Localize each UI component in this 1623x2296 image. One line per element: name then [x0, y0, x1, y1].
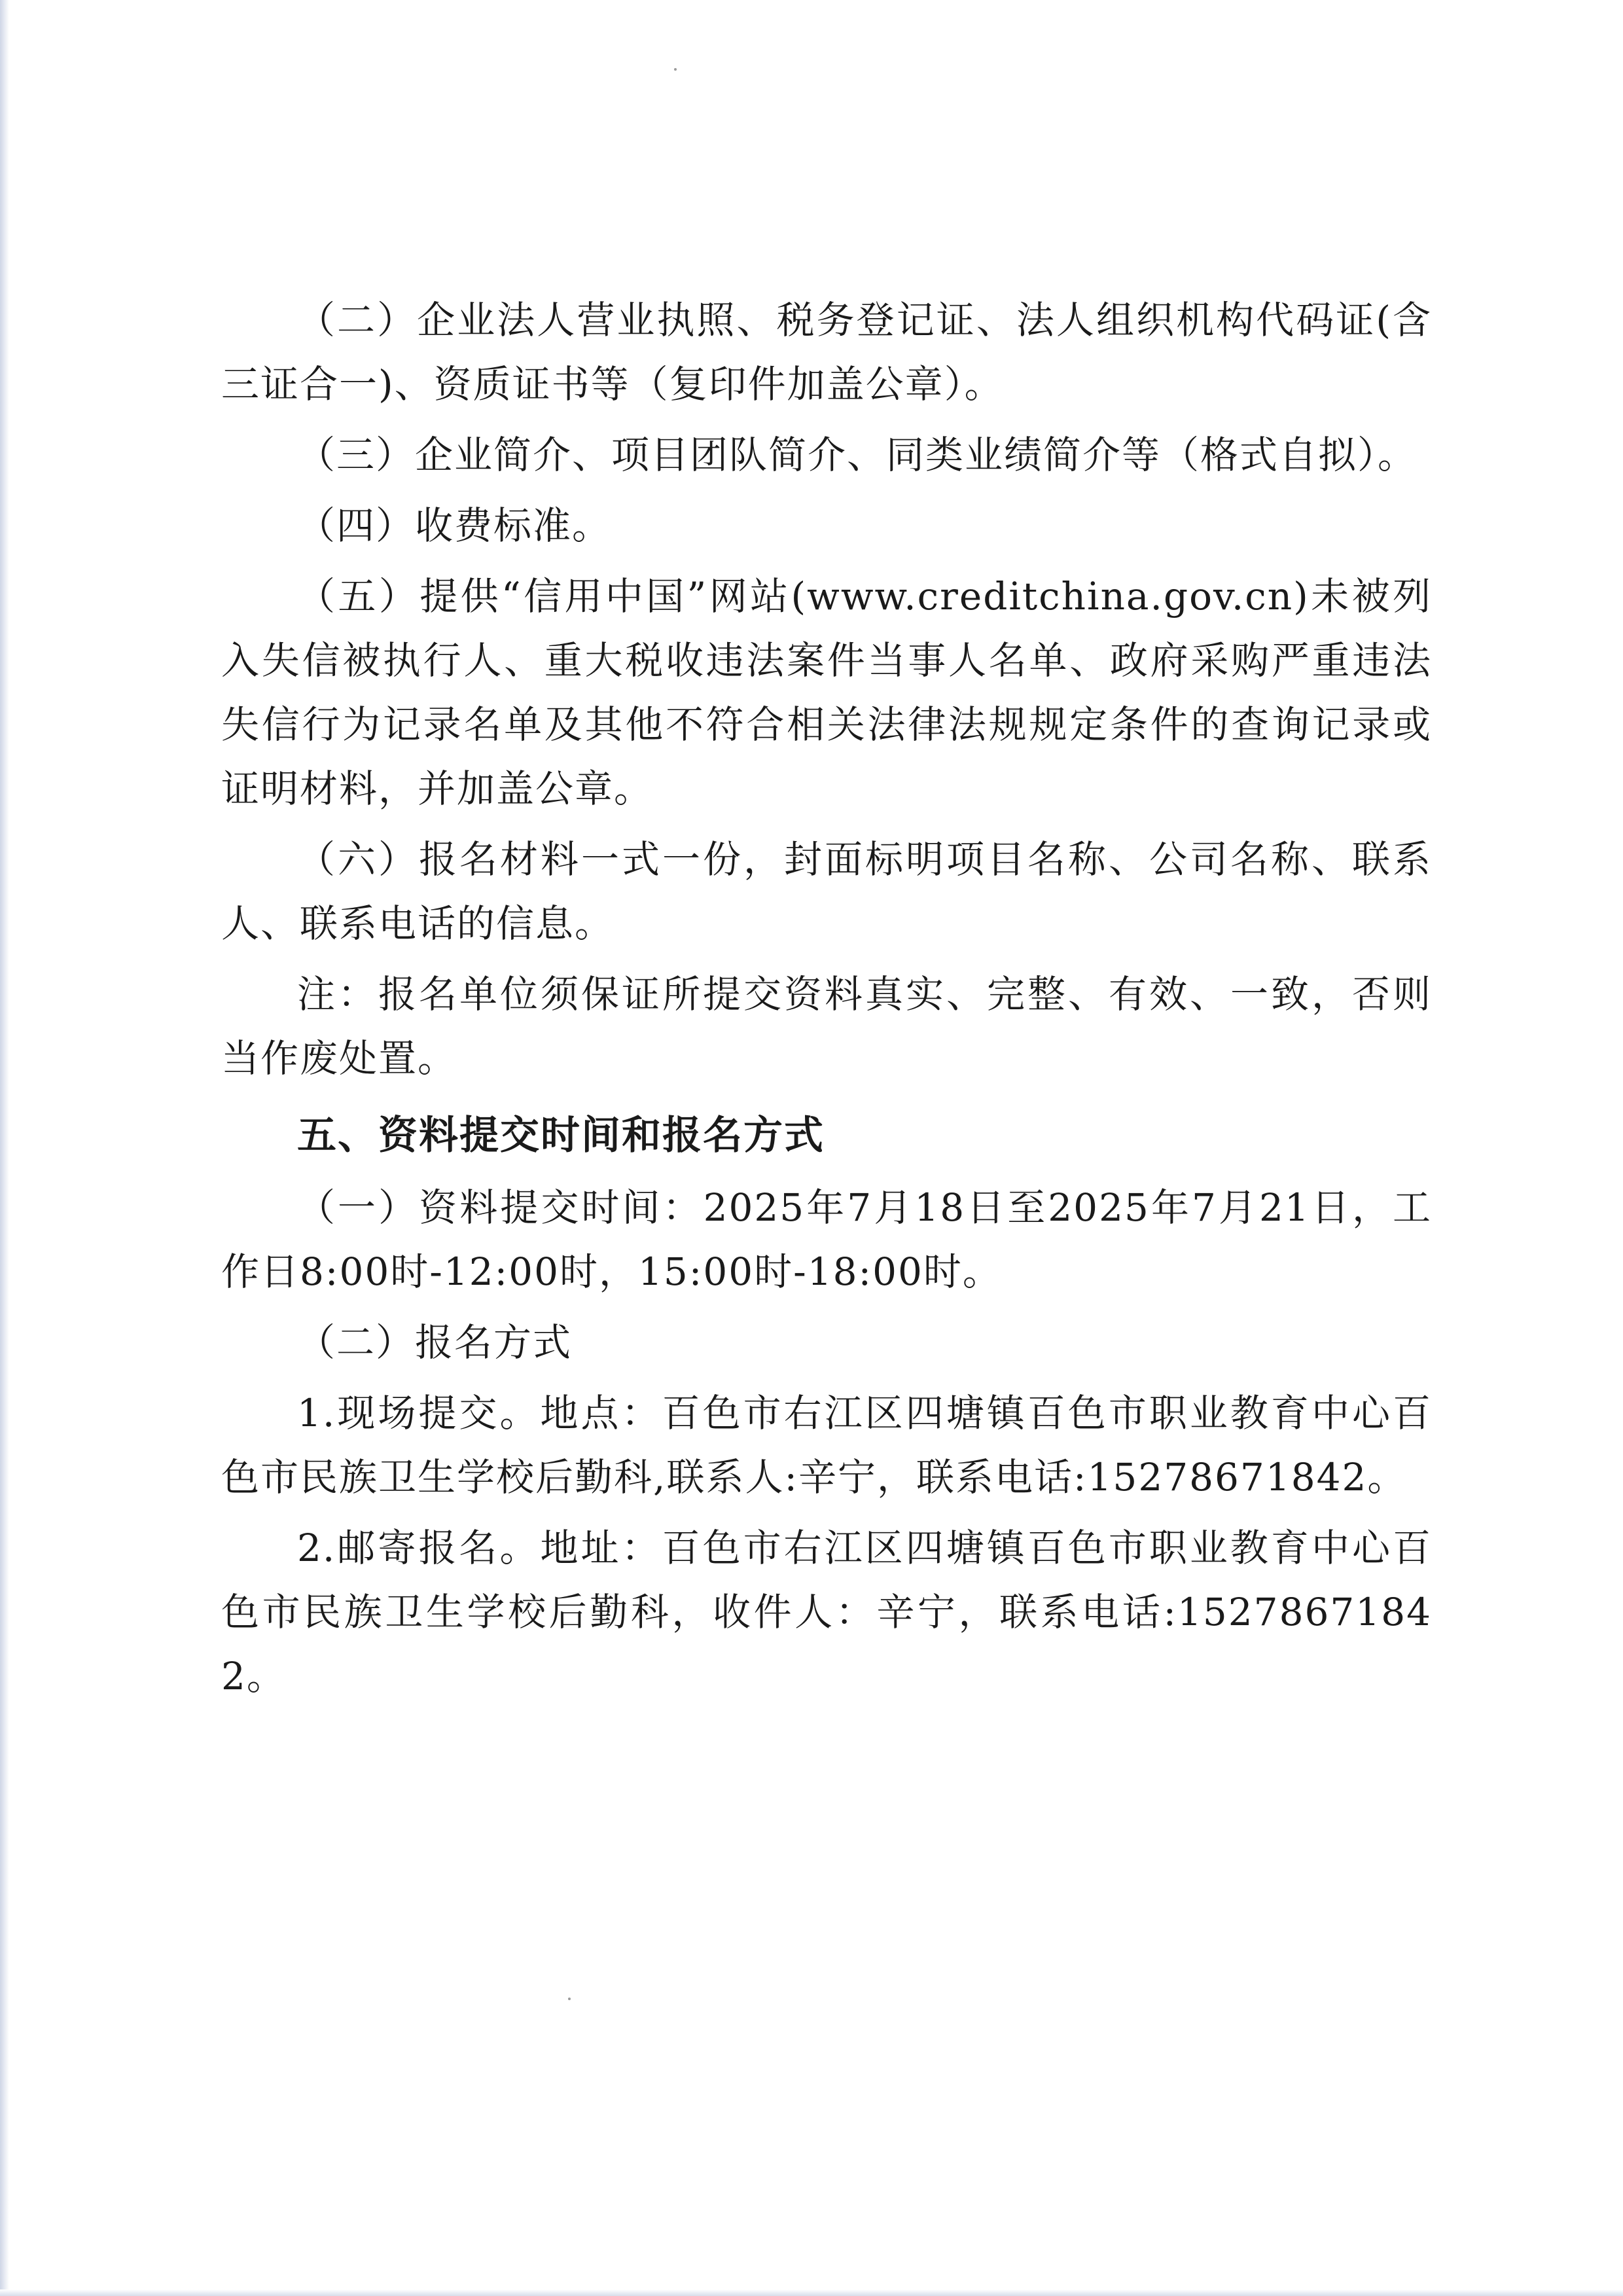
paragraph-fee-standard: （四）收费标准。 — [297, 503, 612, 548]
scan-shadow-left — [0, 0, 9, 2296]
paragraph-note: 注：报名单位须保证所提交资料真实、完整、有效、一致，否则当作废处置。 — [221, 972, 1432, 1081]
paragraph-onsite-submission: 1.现场提交。地点：百色市右江区四塘镇百色市职业教育中心百色市民族卫生学校后勤科,联系人:辛宁，联系电话:15278671842。 — [221, 1391, 1432, 1499]
paragraph-mail-registration: 2.邮寄报名。地址：百色市右江区四塘镇百色市职业教育中心百色市民族卫生学校后勤科，收件人：辛宁，联系电话:15278671842。 — [221, 1526, 1432, 1698]
scan-speck — [674, 68, 677, 71]
paragraph-business-license: （二）企业法人营业执照、税务登记证、法人组织机构代码证(含三证合一)、资质证书等（复印件加盖公章）。 — [221, 298, 1432, 406]
scan-speck — [568, 1998, 571, 2000]
paragraph-registration-method: （二）报名方式 — [297, 1320, 573, 1365]
paragraph-submission-time: （一）资料提交时间：2025年7月18日至2025年7月21日，工作日8:00时-12:00时，15:00时-18:00时。 — [221, 1185, 1432, 1294]
document-body — [221, 288, 1432, 1715]
paragraph-application-materials: （六）报名材料一式一份，封面标明项目名称、公司名称、联系人、联系电话的信息。 — [221, 837, 1432, 946]
paragraph-credit-record: （五）提供“信用中国”网站(www.creditchina.gov.cn)未被列入失信被执行人、重大税收违法案件当事人名单、政府采购严重违法失信行为记录名单及其他不符合相关法律法规规定条件的查询记录或证明材料，并加盖公章。 — [221, 574, 1432, 811]
section-heading: 五、资料提交时间和报名方式 — [297, 1113, 825, 1158]
paragraph-company-profile: （三）企业简介、项目团队简介、同类业绩简介等（格式自拟）。 — [297, 433, 1418, 477]
scan-shadow-bottom — [0, 2289, 1623, 2296]
